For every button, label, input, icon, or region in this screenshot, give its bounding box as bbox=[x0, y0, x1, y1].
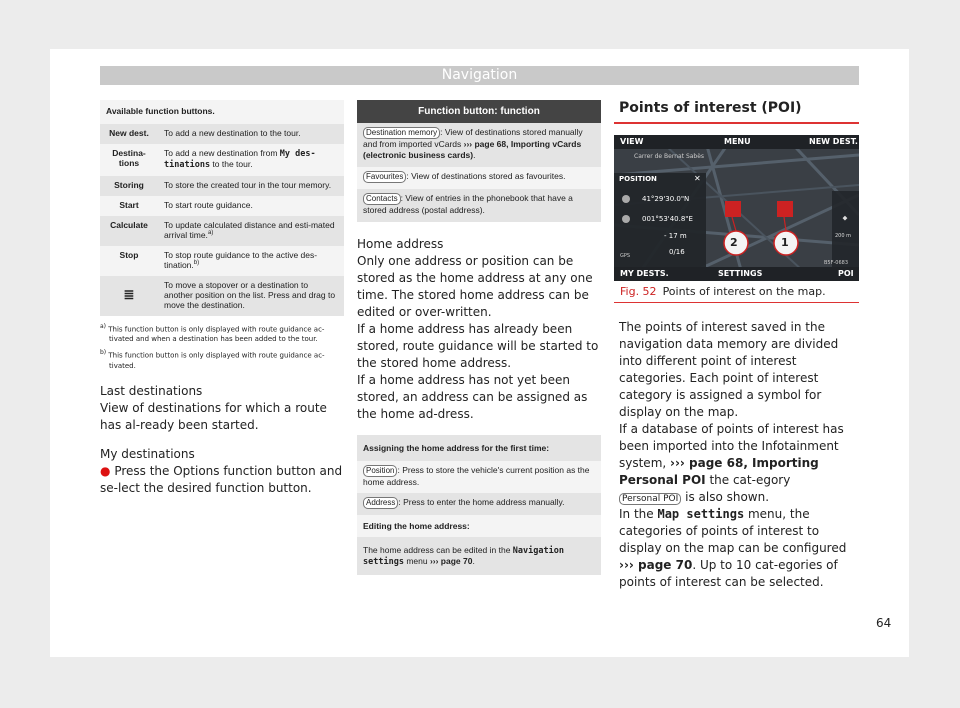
table-title: Function button: function bbox=[357, 100, 601, 123]
destination-memory-button[interactable]: Destination memory bbox=[363, 127, 440, 139]
heading-my-destinations: My destinations bbox=[100, 446, 195, 461]
table-row: New dest. To add a new destination to the tour. bbox=[100, 124, 344, 144]
personal-poi-button[interactable]: Personal POI bbox=[619, 493, 681, 505]
callout-2: 2 bbox=[730, 236, 738, 249]
menu-button[interactable]: MENU bbox=[724, 137, 751, 146]
function-button-table bbox=[357, 100, 601, 222]
text-block: Last destinations View of destinations for which a route has al-ready been started. My destinations ● Press the Options function button and se-lect the desired function button. bbox=[100, 383, 343, 495]
close-icon[interactable]: ✕ bbox=[694, 174, 701, 183]
table-row: Favourites : View of destinations stored as favourites. bbox=[357, 167, 601, 189]
column-middle bbox=[357, 100, 601, 575]
navigation-screen-figure bbox=[614, 135, 859, 281]
my-dests-button[interactable]: MY DESTS. bbox=[620, 269, 669, 278]
poi-button[interactable]: POI bbox=[838, 269, 854, 278]
assign-home-table bbox=[357, 435, 601, 575]
function-buttons-table bbox=[100, 100, 344, 316]
table-row: The home address can be edited in the Navigation settings menu ››› page 70. bbox=[357, 537, 601, 575]
table-row: Destination memory : View of destinations stored manually and from imported vCards ››› page 68, Importing vCards (electronic business cards). bbox=[357, 123, 601, 167]
gps-label: GPS bbox=[620, 253, 631, 259]
table-row: Position : Press to store the vehicle's current position as the home address. bbox=[357, 461, 601, 493]
table-row: Calculate To update calculated distance and esti-mated arrival time.$^{a)}$ bbox=[100, 216, 344, 246]
table-row: Start To start route guidance. bbox=[100, 196, 344, 216]
poi-text: The points of interest saved in the navigation data memory are divided into different point of interest categories. Each point of interest category is assigned a symbol for display on the map. If a database of points of interest has been imported into the Infotainment system, ››› page 68, Importing Personal POI the cat-egory Personal POI is also shown. In the Map settings menu, the categories of points of interest to display on the map can be configured ››› page 70. Up to 10 cat-egories of points of interest can be selected. bbox=[619, 320, 847, 589]
address-button[interactable]: Address bbox=[363, 497, 398, 509]
table-row: Destina- tions To add a new destination from My des- tinations to the tour. bbox=[100, 144, 344, 176]
footnotes: $^{a)}$ This function button is only displayed with route guidance ac-tivated and when a destination has been added to the tour. $^{b)}$ This function button is only displayed with route guidance ac-tivated. bbox=[100, 323, 325, 370]
latitude: 41°29'30.0"N bbox=[642, 195, 690, 203]
heading-last-destinations: Last destinations bbox=[100, 383, 203, 398]
svg-text:⬥: ⬥ bbox=[842, 215, 848, 222]
heading-home-address: Home address bbox=[357, 237, 444, 251]
table-row: Stop To stop route guidance to the active des-tination.$^{b)}$ bbox=[100, 246, 344, 276]
column-right bbox=[614, 100, 859, 591]
settings-button[interactable]: SETTINGS bbox=[718, 269, 763, 278]
table-row: Storing To store the created tour in the tour memory. bbox=[100, 176, 344, 196]
figure-caption: Fig. 52 Points of interest on the map. bbox=[614, 281, 859, 303]
satellite-count: 0/16 bbox=[669, 248, 685, 256]
home-address-text: Home address Only one address or position can be stored as the home address at any one time. The stored home address can be edited or over-written. If a home address has already been stored, route guidance will be started to the stored home address. If a home address has not yet been stored, an address can be assigned as the home ad-dress. bbox=[357, 236, 601, 423]
favourites-button[interactable]: Favourites bbox=[363, 171, 406, 183]
page-number: 64 bbox=[876, 616, 892, 630]
section-header: Navigation bbox=[100, 66, 859, 85]
longitude: 001°53'40.8"E bbox=[642, 215, 693, 223]
poi-title: Points of interest (POI) bbox=[614, 100, 859, 124]
altitude: - 17 m bbox=[664, 232, 687, 240]
column-left bbox=[100, 100, 344, 497]
view-button[interactable]: VIEW bbox=[620, 137, 644, 146]
position-button[interactable]: Position bbox=[363, 465, 397, 477]
contacts-button[interactable]: Contacts bbox=[363, 193, 401, 205]
position-panel-title: POSITION bbox=[619, 175, 657, 183]
callout-1: 1 bbox=[781, 236, 789, 249]
new-dest-button[interactable]: NEW DEST. bbox=[809, 137, 858, 146]
table-title: Assigning the home address for the first time: bbox=[363, 443, 550, 453]
table-row: Contacts : View of entries in the phonebook that have a stored address (postal address). bbox=[357, 189, 601, 222]
bullet-icon: ● bbox=[100, 463, 111, 478]
street-label: Carrer de Bernat Sabès bbox=[634, 153, 705, 160]
table-subtitle: Editing the home address: bbox=[363, 521, 470, 531]
table-row: Address : Press to enter the home address manually. bbox=[357, 493, 601, 515]
table-row: ≣ To move a stopover or a destination to another position on the list. Press and drag to move the destination. bbox=[100, 276, 344, 316]
table-title: Available function buttons. bbox=[106, 106, 215, 116]
drag-handle-icon: ≣ bbox=[123, 287, 135, 302]
scale-label: 200 m bbox=[835, 233, 852, 239]
figure-code: B5F-0683 bbox=[824, 260, 849, 266]
